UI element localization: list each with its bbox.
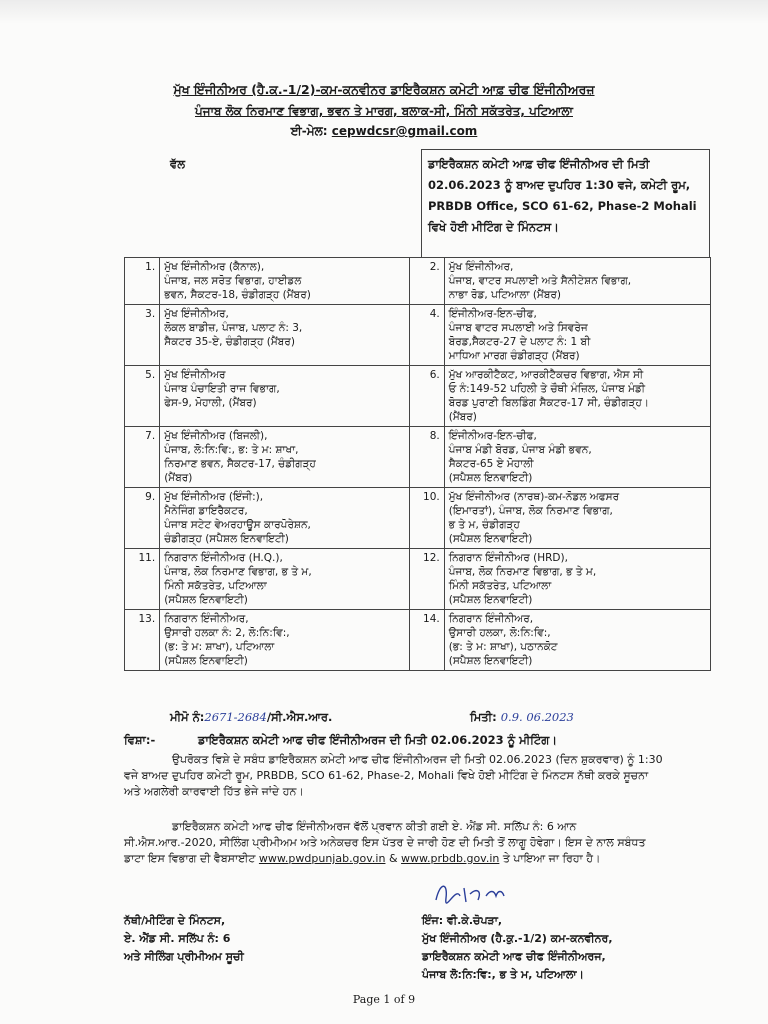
- recipients-row: [125, 610, 711, 671]
- recipient-address-line: ਪੰਜਾਬ ਪੰਚਾਇਤੀ ਰਾਜ ਵਿਭਾਗ,: [164, 383, 280, 395]
- recipient-address-line: ਪੰਜਾਬ, ਵਾਟਰ ਸਪਲਾਈ ਅਤੇ ਸੈਨੀਟੇਸ਼ਨ ਵਿਭਾਗ,: [448, 275, 632, 287]
- recipient-address-line: ਮੁੱਖ ਇੰਜੀਨੀਅਰ,: [164, 308, 229, 320]
- memo-number-handwritten: 2671-2684: [204, 710, 267, 724]
- recipient-number: 1.: [125, 258, 160, 305]
- recipient-number: 5.: [125, 366, 160, 427]
- recipient-address-line: ਭ ਤੇ ਮ, ਚੰਡੀਗੜ੍ਹ: [448, 519, 520, 531]
- recipient-address-line: ਨਿਗਰਾਨ ਇੰਜੀਨੀਅਰ (HRD),: [448, 552, 568, 564]
- meeting-subject-box: ਡਾਇਰੈਕਸ਼ਨ ਕਮੇਟੀ ਆਫ਼ ਚੀਫ ਇੰਜੀਨੀਅਰ ਦੀ ਮਿਤੀ 02.06.2023 ਨੂੰ ਬਾਅਦ ਦੁਪਹਿਰ 1:30 ਵਜੇ, ਕਮੇਟੀ ਰੂਮ, PRBDB Office, SCO 61-62, Phase-2 Mohali ਵਿਖੇ ਹੋਈ ਮੀਟਿੰਗ ਦੇ ਮਿੰਨਟਸ।: [421, 149, 710, 257]
- subject-text: ਡਾਇਰੈਕਸ਼ਨ ਕਮੇਟੀ ਆਫ ਚੀਫ ਇੰਜੀਨੀਅਰਜ ਦੀ ਮਿਤੀ 02.06.2023 ਨੂੰ ਮੀਟਿੰਗ।: [198, 733, 557, 747]
- paragraph-2: [124, 819, 666, 867]
- paragraph-2-text: ਡਾਇਰੈਕਸ਼ਨ ਕਮੇਟੀ ਆਫ ਚੀਫ ਇੰਜੀਨੀਅਰਜ ਵੱਲੋਂ ਪ੍ਰਵਾਨ ਕੀਤੀ ਗਈ ਏ. ਐਂਡ ਸੀ. ਸਲਿੱਪ ਨੰ: 6 ਆਨ ਸੀ.ਐਸ.ਆਰ.-2020, ਸੀਲਿੰਗ ਪ੍ਰੀਮੀਅਮ ਅਤੇ ਅਨੇਕਚਰ ਇਸ ਪੱਤਰ ਦੇ ਜਾਰੀ ਹੋਣ ਦੀ ਮਿਤੀ ਤੋਂ ਲਾਗੂ ਹੋਵੇਗਾ। ਇਸ ਦੇ ਨਾਲ ਸਬੰਧਤ ਡਾਟਾ ਇਸ ਵਿਭਾਗ ਦੀ ਵੈਬਸਾਈਟ: [124, 820, 646, 865]
- to-label: ਵੱਲ: [170, 157, 185, 171]
- recipient-address: [160, 305, 409, 366]
- enclosure-line-3: ਅਤੇ ਸੀਲਿੰਗ ਪ੍ਰੀਮੀਅਮ ਸੂਚੀ: [124, 950, 244, 963]
- recipient-address-line: ਬੋਰਡ,ਸੈਕਟਰ-27 ਦੇ ਪਲਾਟ ਨੰ: 1 ਬੀ: [448, 336, 591, 348]
- paragraph-2-end: ਤੇ ਪਾਇਆ ਜਾ ਰਿਹਾ ਹੈ।: [499, 852, 601, 865]
- email-address[interactable]: cepwdcsr@gmail.com: [331, 124, 478, 138]
- date-label: ਮਿਤੀ:: [470, 710, 497, 724]
- recipient-number: 7.: [125, 427, 160, 488]
- recipient-address-line: ਪੰਜਾਬ ਮੰਡੀ ਬੋਰਡ, ਪੰਜਾਬ ਮੰਡੀ ਭਵਨ,: [448, 444, 592, 456]
- recipient-address-line: ਮੁੱਖ ਇੰਜੀਨੀਅਰ (ਇੰਜੀ:),: [164, 491, 264, 503]
- recipient-address: [160, 258, 409, 305]
- recipient-address-line: (ਭ: ਤੇ ਮ: ਸ਼ਾਖਾ), ਪਠਾਨਕੋਟ: [448, 641, 558, 653]
- office-email: [0, 124, 768, 139]
- enclosure-line-2: ਏ. ਐਂਡ ਸੀ. ਸਲਿੱਪ ਨੰ: 6: [124, 932, 231, 945]
- recipients-row: [125, 549, 711, 610]
- recipient-address-line: ਮੁੱਖ ਆਰਕੀਟੈਕਟ, ਆਰਕੀਟੈਕਚਰ ਵਿਭਾਗ, ਐਸ ਸੀ: [448, 369, 644, 381]
- recipient-address-line: ਪੰਜਾਬ ਵਾਟਰ ਸਪਲਾਈ ਅਤੇ ਸਿਵਰੇਜ: [448, 322, 588, 334]
- recipient-number: 9.: [125, 488, 160, 549]
- paragraph-2-and: &: [385, 852, 402, 865]
- recipient-address-line: ਨਿਰਮਾਣ ਭਵਨ, ਸੈਕਟਰ-17, ਚੰਡੀਗੜ੍ਹ: [164, 458, 316, 470]
- recipient-address: [444, 366, 710, 427]
- recipient-address-line: ਮਿੰਨੀ ਸਕੱਤਰੇਤ, ਪਟਿਆਲਾ: [164, 580, 267, 592]
- recipient-address-line: (ਇਮਾਰਤਾਂ), ਪੰਜਾਬ, ਲੋਕ ਨਿਰਮਾਣ ਵਿਭਾਗ,: [448, 505, 613, 517]
- recipient-address-line: ਮੁੱਖ ਇੰਜੀਨੀਅਰ,: [448, 261, 514, 273]
- signature-mark: [430, 878, 520, 908]
- recipients-row: [125, 258, 711, 305]
- subject-label: ਵਿਸ਼ਾ:-: [124, 733, 156, 747]
- recipient-number: 4.: [409, 305, 444, 366]
- recipient-number: 13.: [125, 610, 160, 671]
- recipient-address: [160, 549, 409, 610]
- signer-committee: ਡਾਇਰੈਕਸ਼ਨ ਕਮੇਟੀ ਆਫ ਚੀਫ ਇੰਜੀਨੀਅਰਜ,: [422, 950, 606, 963]
- recipient-address-line: ਮੁੱਖ ਇੰਜੀਨੀਅਰ (ਬਿਜਲੀ),: [164, 430, 268, 442]
- recipient-address-line: ਨਾਭਾ ਰੋਡ, ਪਟਿਆਲਾ (ਮੈਂਬਰ): [448, 289, 561, 301]
- recipient-address-line: (ਸਪੈਸ਼ਲ ਇਨਵਾਇਟੀ): [448, 533, 533, 545]
- recipients-row: [125, 366, 711, 427]
- recipient-number: 6.: [409, 366, 444, 427]
- recipient-address-line: ਨਿਗਰਾਨ ਇੰਜੀਨੀਅਰ,: [164, 613, 249, 625]
- recipient-address-line: ਸੈਕਟਰ-65 ਏ ਮੋਹਾਲੀ: [448, 458, 534, 470]
- recipient-address: [160, 610, 409, 671]
- recipient-address-line: (ਸਪੈਸ਼ਲ ਇਨਵਾਇਟੀ): [448, 655, 533, 667]
- recipient-address-line: ਫੇਸ-9, ਮੋਹਾਲੀ, (ਮੈਂਬਰ): [164, 397, 257, 409]
- recipient-address: [444, 258, 710, 305]
- recipient-address-line: ਮੁੱਖ ਇੰਜੀਨੀਅਰ (ਕੈਨਾਲ),: [164, 261, 265, 273]
- recipient-address: [444, 427, 710, 488]
- recipient-address-line: (ਸਪੈਸ਼ਲ ਇਨਵਾਇਟੀ): [448, 594, 533, 606]
- date-handwritten: 0.9. 06.2023: [500, 710, 574, 724]
- recipients-row: [125, 427, 711, 488]
- enclosure-line-1: ਨੱਥੀ/ਮੀਟਿੰਗ ਦੇ ਮਿੰਨਟਸ,: [124, 914, 226, 927]
- paragraph-1: ਉਪਰੋਕਤ ਵਿਸ਼ੇ ਦੇ ਸਬੰਧ ਡਾਇਰੈਕਸ਼ਨ ਕਮੇਟੀ ਆਫ ਚੀਫ ਇੰਜੀਨੀਅਰਜ ਦੀ ਮਿਤੀ 02.06.2023 (ਦਿਨ ਸ਼ੁਕਰਵਾਰ) ਨੂੰ 1:30 ਵਜੇ ਬਾਅਦ ਦੁਪਹਿਰ ਕਮੇਟੀ ਰੂਮ, PRBDB, SCO 61-62, Phase-2, Mohali ਵਿਖੇ ਹੋਈ ਮੀਟਿੰਗ ਦੇ ਮਿੰਨਟਸ ਨੱਥੀ ਕਰਕੇ ਸੂਚਨਾ ਅਤੇ ਅਗਲੇਰੀ ਕਾਰਵਾਈ ਹਿੱਤ ਭੇਜੇ ਜਾਂਦੇ ਹਨ।: [124, 753, 663, 798]
- signer-name: ਇੰਜ: ਵੀ.ਕੇ.ਚੋਪੜਾ,: [422, 914, 503, 927]
- recipient-address-line: ਪੰਜਾਬ, ਜਲ ਸਰੋਤ ਵਿਭਾਗ, ਹਾਈਡਲ: [164, 275, 302, 287]
- recipients-row: [125, 488, 711, 549]
- enclosure-block: [124, 912, 244, 966]
- recipient-address-line: (ਮੈਂਬਰ): [448, 411, 477, 423]
- memo-number: [170, 710, 332, 725]
- scan-shadow: [0, 0, 768, 24]
- recipient-address-line: ਓ ਨੰ:149-52 ਪਹਿਲੀ ਤੇ ਚੌਥੀ ਮੰਜ਼ਿਲ, ਪੰਜਾਬ ਮੰਡੀ: [448, 383, 646, 395]
- recipient-address-line: ਉਸਾਰੀ ਹਲਕਾ ਨੰ: 2, ਲੋ:ਨਿ:ਵਿ:,: [164, 627, 290, 639]
- pwd-website-link[interactable]: www.pwdpunjab.gov.in: [258, 852, 386, 865]
- recipient-address-line: ਨਿਗਰਾਨ ਇੰਜੀਨੀਅਰ (H.Q.),: [164, 552, 283, 564]
- recipient-address-line: (ਸਪੈਸ਼ਲ ਇਨਵਾਇਟੀ): [164, 655, 248, 667]
- signer-office: ਪੰਜਾਬ ਲੋ:ਨਿ:ਵਿ:, ਭ ਤੇ ਮ, ਪਟਿਆਲਾ।: [422, 968, 584, 981]
- recipient-address-line: ਨਿਗਰਾਨ ਇੰਜੀਨੀਅਰ,: [448, 613, 534, 625]
- memo-date: [470, 710, 574, 725]
- recipient-number: 3.: [125, 305, 160, 366]
- signer-designation: ਮੁੱਖ ਇੰਜੀਨੀਅਰ (ਹੈ.ਕੁ.-1/2) ਕਮ-ਕਨਵੀਨਰ,: [422, 932, 613, 945]
- recipient-address-line: (ਮੈਂਬਰ): [164, 472, 193, 484]
- recipient-number: 2.: [409, 258, 444, 305]
- recipient-address-line: ਇੰਜੀਨੀਅਰ-ਇਨ-ਚੀਫ,: [448, 430, 537, 442]
- memo-label: ਮੀਮੋ ਨੰ:: [170, 710, 205, 724]
- recipient-address-line: ਚੰਡੀਗੜ੍ਹ (ਸਪੈਸ਼ਲ ਇਨਵਾਇਟੀ): [164, 533, 289, 545]
- recipient-address: [444, 549, 710, 610]
- recipient-address-line: ਬੋਰਡ ਪੁਰਾਣੀ ਬਿਲਡਿੰਗ ਸੈਕਟਰ-17 ਸੀ, ਚੰਡੀਗੜ੍ਹ।: [448, 397, 649, 409]
- recipient-address-line: ਪੰਜਾਬ, ਲੋਕ ਨਿਰਮਾਣ ਵਿਭਾਗ, ਭ ਤੇ ਮ,: [448, 566, 597, 578]
- recipient-number: 11.: [125, 549, 160, 610]
- recipient-address-line: (ਸਪੈਸ਼ਲ ਇਨਵਾਇਟੀ): [164, 594, 248, 606]
- recipient-address-line: ਮਾਧਿਆ ਮਾਰਗ ਚੰਡੀਗੜ੍ਹ (ਮੈਂਬਰ): [448, 350, 580, 362]
- recipient-address: [160, 427, 409, 488]
- memo-suffix: /ਸੀ.ਐਸ.ਆਰ.: [266, 710, 333, 724]
- recipient-address-line: (ਸਪੈਸ਼ਲ ਇਨਵਾਇਟੀ): [448, 472, 533, 484]
- recipient-address: [444, 610, 710, 671]
- recipient-address-line: ਸੈਕਟਰ 35-ਏ, ਚੰਡੀਗੜ੍ਹ (ਮੈਂਬਰ): [164, 336, 295, 348]
- recipient-number: 10.: [409, 488, 444, 549]
- prbdb-website-link[interactable]: www.prbdb.gov.in: [401, 852, 500, 865]
- recipient-address-line: ਭਵਨ, ਸੈਕਟਰ-18, ਚੰਡੀਗੜ੍ਹ (ਮੈਂਬਰ): [164, 289, 311, 301]
- recipient-address-line: ਪੰਜਾਬ ਸਟੇਟ ਵੇਅਰਹਾਊਸ ਕਾਰਪੋਰੇਸ਼ਨ,: [164, 519, 311, 531]
- office-address: ਪੰਜਾਬ ਲੋਕ ਨਿਰਮਾਣ ਵਿਭਾਗ, ਭਵਨ ਤੇ ਮਾਰਗ, ਬਲਾਕ-ਸੀ, ਮਿੰਨੀ ਸਕੱਤਰੇਤ, ਪਟਿਆਲਾ: [195, 104, 573, 118]
- recipient-address: [444, 305, 710, 366]
- recipients-row: [125, 305, 711, 366]
- recipient-number: 14.: [409, 610, 444, 671]
- office-title: ਮੁੱਖ ਇੰਜੀਨੀਅਰ (ਹੈ.ਕ.-1/2)-ਕਮ-ਕਨਵੀਨਰ ਡਾਇਰੈਕਸ਼ਨ ਕਮੇਟੀ ਆਫ਼ ਚੀਫ ਇੰਜੀਨੀਅਰਜ਼: [173, 82, 595, 97]
- recipient-address-line: (ਭ: ਤੇ ਮ: ਸ਼ਾਖਾ), ਪਟਿਆਲਾ: [164, 641, 275, 653]
- recipient-address: [160, 488, 409, 549]
- recipient-address-line: ਮਿੰਨੀ ਸਕੱਤਰੇਤ, ਪਟਿਆਲਾ: [448, 580, 552, 592]
- recipient-address-line: ਲੋਕਲ ਬਾਡੀਜ਼, ਪੰਜਾਬ, ਪਲਾਟ ਨੰ: 3,: [164, 322, 303, 334]
- email-label: ਈ-ਮੇਲ:: [290, 124, 332, 138]
- page-number: Page 1 of 9: [352, 993, 416, 1006]
- recipient-address: [160, 366, 409, 427]
- recipient-address-line: ਮੁੱਖ ਇੰਜੀਨੀਅਰ (ਨਾਰਥ)-ਕਮ-ਨੋਡਲ ਅਫਸਰ: [448, 491, 620, 503]
- recipient-number: 8.: [409, 427, 444, 488]
- recipient-address-line: ਪੰਜਾਬ, ਲੋ:ਨਿ:ਵਿ:, ਭ: ਤੇ ਮ: ਸ਼ਾਖਾ,: [164, 444, 299, 456]
- recipient-address-line: ਮੈਨੇਜਿੰਗ ਡਾਇਰੈਕਟਰ,: [164, 505, 248, 517]
- recipient-address-line: ਇੰਜੀਨੀਅਰ-ਇਨ-ਚੀਫ,: [448, 308, 537, 320]
- recipient-number: 12.: [409, 549, 444, 610]
- recipient-address-line: ਪੰਜਾਬ, ਲੋਕ ਨਿਰਮਾਣ ਵਿਭਾਗ, ਭ ਤੇ ਮ,: [164, 566, 312, 578]
- signer-block: [422, 912, 613, 984]
- recipient-address-line: ਉਸਾਰੀ ਹਲਕਾ, ਲੋ:ਨਿ:ਵਿ:,: [448, 627, 551, 639]
- recipient-address: [444, 488, 710, 549]
- recipient-address-line: ਮੁੱਖ ਇੰਜੀਨੀਅਰ: [164, 369, 226, 381]
- recipients-table: [124, 257, 711, 671]
